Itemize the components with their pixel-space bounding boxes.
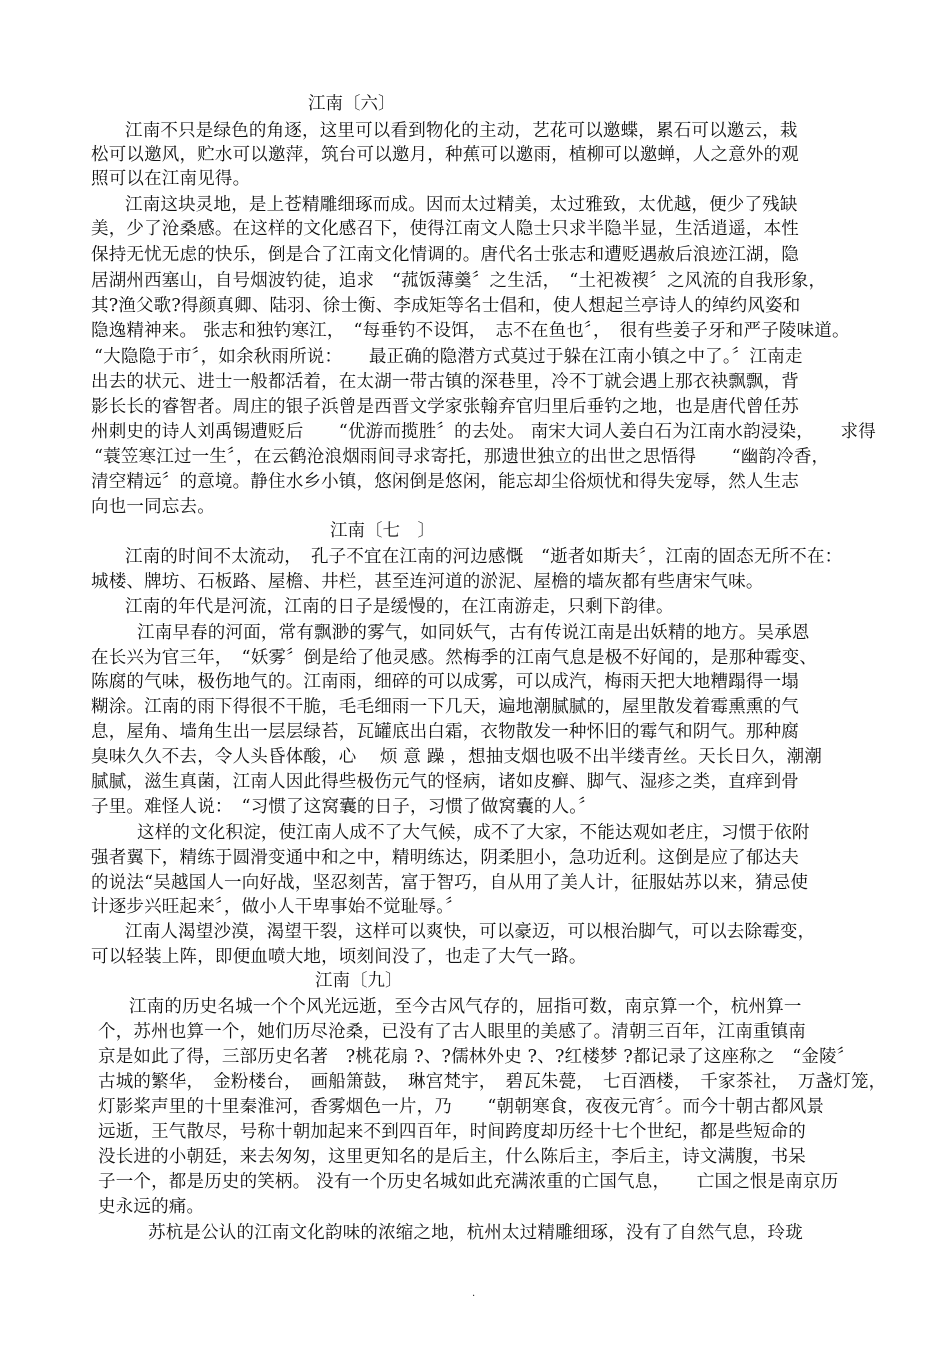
- paragraph-line: 清空精远〞的意境。静住水乡小镇，悠闲倒是悠闲，能忘却尘俗烦忧和得失宠辱，然人生志: [91, 472, 799, 492]
- paragraph-line: 江南的年代是河流，江南的日子是缓慢的，在江南游走，只剩下韵律。: [125, 597, 674, 617]
- paragraph-line: 保持无忧无虑的快乐，倒是合了江南文化情调的。唐代名士张志和遭贬遇赦后浪迹江湖，隐: [91, 245, 799, 265]
- paragraph-line: 在长兴为官三年， “妖雾〞倒是给了他灵感。然梅季的江南气息是极不好闻的，是那种霉变、: [91, 648, 818, 668]
- paragraph-line: 没长进的小朝廷，来去匆匆，这里更知名的是后主，什么陈后主，李后主，诗文满腹，书呆: [98, 1147, 806, 1167]
- paragraph-line: 江南不只是绿色的角逐，这里可以看到物化的主动，艺花可以邀蝶，累石可以邀云，栽: [125, 121, 798, 141]
- paragraph-line: 糊涂。江南的雨下得很不干脆，毛毛细雨一下几天，遍地潮腻腻的，屋里散发着霉熏熏的气: [91, 697, 799, 717]
- paragraph-line: 陈腐的气味，极伤地气的。江南雨，细碎的可以成雾，可以成汽，梅雨天把大地糟蹋得一塌: [91, 672, 799, 692]
- paragraph-line: “大隐隐于市〞，如余秋雨所说： 最正确的隐潜方式莫过于躲在江南小镇之中了。〞江南走: [94, 347, 803, 367]
- paragraph-line: 城楼、牌坊、石板路、屋檐、井栏，甚至连河道的淤泥、屋檐的墙灰都有些唐宋气味。: [91, 572, 764, 592]
- paragraph-line: 美，少了沧桑感。在这样的文化感召下，使得江南文人隐士只求半隐半显，生活逍遥，本性: [91, 219, 799, 239]
- paragraph-line: 腻腻，滋生真菌，江南人因此得些极伤元气的怪病，诸如皮癣、脚气、湿疹之类，直痒到骨: [91, 772, 799, 792]
- section-heading: 江南〔九〕: [315, 971, 403, 991]
- paragraph-line: 可以轻装上阵，即便血喷大地，顷刻间没了，也走了大气一路。: [91, 947, 587, 967]
- paragraph-line: 计逐步兴旺起来〞，做小人干卑事始不觉耻辱。〞: [91, 897, 463, 917]
- paragraph-line: 息，屋角、墙角生出一层层绿苔，瓦罐底出白霜，衣物散发一种怀旧的霉气和阴气。那种腐: [91, 722, 799, 742]
- paragraph-line: 江南这块灵地，是上苍精雕细琢而成。因而太过精美，太过雅致，太优越，便少了残缺: [125, 195, 798, 215]
- paragraph-line: 松可以邀风，贮水可以邀萍，筑台可以邀月，种蕉可以邀雨，植柳可以邀蝉，人之意外的观: [91, 145, 799, 165]
- paragraph-line: 个，苏州也算一个，她们历尽沧桑，已没有了古人眼里的美感了。清朝三百年，江南重镇南: [98, 1022, 806, 1042]
- paragraph-line: 子一个，都是历史的笑柄。 没有一个历史名城如此充满浓重的亡国气息， 亡国之恨是南京历: [98, 1172, 839, 1192]
- paragraph-line: 江南的历史名城一个个风光远逝，至今古风气存的，屈指可数，南京算一个，杭州算一: [129, 997, 802, 1017]
- paragraph-line: 苏杭是公认的江南文化韵味的浓缩之地，杭州太过精雕细琢，没有了自然气息，玲珑: [148, 1223, 803, 1243]
- paragraph-line: 远逝，王气散尽，号称十朝加起来不到四百年，时间跨度却历经十七个世纪，都是些短命的: [98, 1122, 806, 1142]
- paragraph-line: 京是如此了得，三部历史名著 ?桃花扇 ?、?儒林外史 ?、?红楼梦 ?都记录了这座称之 “金陵〞: [98, 1047, 855, 1067]
- paragraph-line: 州刺史的诗人刘禹锡遭贬后 “优游而揽胜〞的去处。 南宋大词人姜白石为江南水韵浸染， 求得: [91, 422, 876, 442]
- paragraph-line: 江南的时间不太流动， 孔子不宜在江南的河边感慨 “逝者如斯夫〞，江南的固态无所不在：: [125, 547, 843, 567]
- paragraph-line: 江南早春的河面，常有飘渺的雾气，如同妖气，古有传说江南是出妖精的地方。吴承恩: [137, 623, 810, 643]
- paragraph-line: 出去的状元、进士一般都活着，在太湖一带古镇的深巷里，冷不丁就会遇上那衣袂飘飘，背: [91, 372, 799, 392]
- paragraph-line: 臭味久久不去，令人头昏体酸，心 烦 意 躁 ，想抽支烟也吸不出半缕青丝。天长日久，潮潮: [91, 747, 823, 767]
- paragraph-line: “蓑笠寒江过一生〞，在云鹤沧浪烟雨间寻求寄托，那遗世独立的出世之思悟得 “幽韵冷香，: [94, 447, 830, 467]
- paragraph-line: 强者翼下，精练于圆滑变通中和之中，精明练达，阴柔胆小，急功近利。这倒是应了郁达夫: [91, 848, 799, 868]
- paragraph-line: 向也一同忘去。: [91, 497, 215, 517]
- paragraph-line: 江南人渴望沙漠，渴望干裂，这样可以爽快，可以豪迈，可以根治脚气，可以去除霉变，: [125, 922, 816, 942]
- paragraph-line: 照可以在江南见得。: [91, 169, 251, 189]
- paragraph-line: 其?渔父歌?得颜真卿、陆羽、徐士衡、李成矩等名士倡和，使人想起兰亭诗人的绰约风姿和: [91, 296, 801, 316]
- paragraph-line: 影长长的睿智者。周庄的银子浜曾是西晋文学家张翰弃官归里后垂钓之地，也是唐代曾任苏: [91, 397, 799, 417]
- page-mark: .: [472, 1288, 476, 1299]
- paragraph-line: 子里。难怪人说： “习惯了这窝囊的日子，习惯了做窝囊的人。〞: [91, 797, 596, 817]
- paragraph-line: 史永远的痛。: [98, 1197, 205, 1217]
- paragraph-line: 灯影桨声里的十里秦淮河，香雾烟色一片，乃 “朝朝寒食，夜夜元宵〞。而今十朝古都风景: [98, 1097, 825, 1117]
- paragraph-line: 的说法“吴越国人一向好战，坚忍刻苦，富于智巧，自从用了美人计，征服姑苏以来，猜忌使: [91, 873, 809, 893]
- paragraph-line: 这样的文化积淀，使江南人成不了大气候，成不了大家，不能达观如老庄，习惯于依附: [137, 823, 810, 843]
- section-heading: 江南〔七 〕: [330, 521, 435, 541]
- section-heading: 江南〔六〕: [308, 94, 396, 114]
- paragraph-line: 古城的繁华， 金粉楼台， 画船箫鼓， 琳宫梵宇， 碧瓦朱甍， 七百酒楼， 千家茶社， 万盏灯笼，: [98, 1072, 887, 1092]
- paragraph-line: 居湖州西塞山，自号烟波钓徒，追求 “菰饭薄羹〞之生活， “土祀袯褉〞之风流的自我形象，: [91, 271, 827, 291]
- paragraph-line: 隐逸精神来。 张志和独钓寒江， “每垂钓不设饵， 志不在鱼也〞， 很有些姜子牙和严子陵味道。: [91, 321, 850, 341]
